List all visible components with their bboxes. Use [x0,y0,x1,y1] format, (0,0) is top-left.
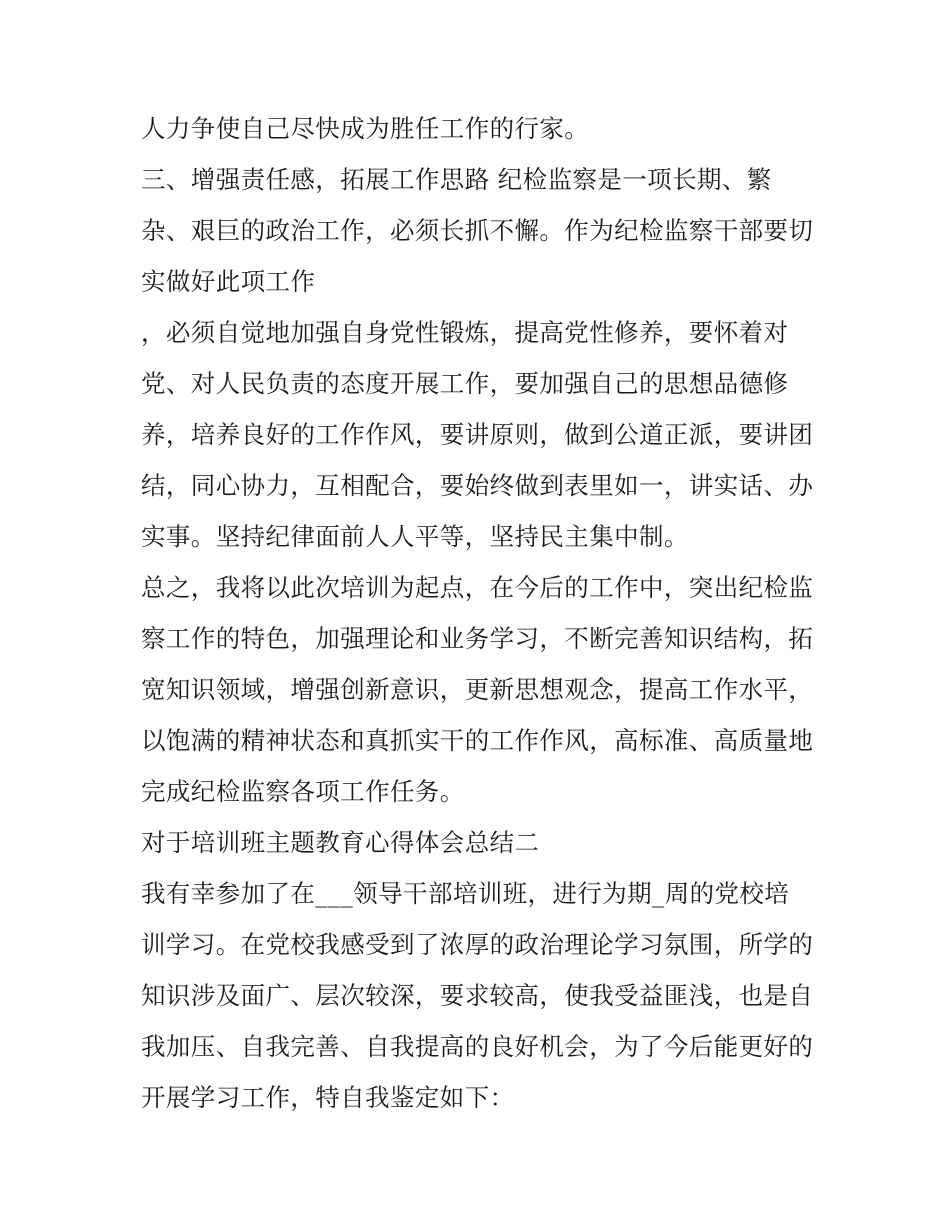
text-line: 完成纪检监察各项工作任务。 [141,777,465,806]
text-line: 杂、艰巨的政治工作，必须长抓不懈。作为纪检监察干部要切 [141,216,814,245]
text-line: 我有幸参加了在___领导干部培训班，进行为期_周的党校培 [141,879,790,908]
text-line: 实做好此项工作 [141,267,316,296]
text-line: 三、增强责任感，拓展工作思路 纪检监察是一项长期、繁 [141,165,772,194]
text-line: 实事。坚持纪律面前人人平等，坚持民主集中制。 [141,522,689,551]
text-line: 我加压、自我完善、自我提高的良好机会，为了今后能更好的 [141,1032,814,1061]
text-line: 养，培养良好的工作作风，要讲原则，做到公道正派，要讲团 [141,420,814,449]
text-line: 开展学习工作，特自我鉴定如下： [141,1083,515,1112]
section-heading: 对于培训班主题教育心得体会总结二 [141,828,540,857]
text-line: 党、对人民负责的态度开展工作，要加强自己的思想品德修 [141,369,789,398]
text-line: 总之，我将以此次培训为起点，在今后的工作中，突出纪检监 [141,573,814,602]
text-line: 察工作的特色，加强理论和业务学习，不断完善知识结构，拓 [141,624,814,653]
text-line: 知识涉及面广、层次较深，要求较高，使我受益匪浅，也是自 [141,981,814,1010]
text-line: 训学习。在党校我感受到了浓厚的政治理论学习氛围，所学的 [141,930,814,959]
text-line: 以饱满的精神状态和真抓实干的工作作风，高标准、高质量地 [141,726,814,755]
text-line: 人力争使自己尽快成为胜任工作的行家。 [141,114,590,143]
text-line: 宽知识领域，增强创新意识，更新思想观念，提高工作水平， [141,675,814,704]
text-line: 结，同心协力，互相配合，要始终做到表里如一，讲实话、办 [141,471,814,500]
text-line: ，必须自觉地加强自身党性锻炼，提高党性修养，要怀着对 [141,318,789,347]
